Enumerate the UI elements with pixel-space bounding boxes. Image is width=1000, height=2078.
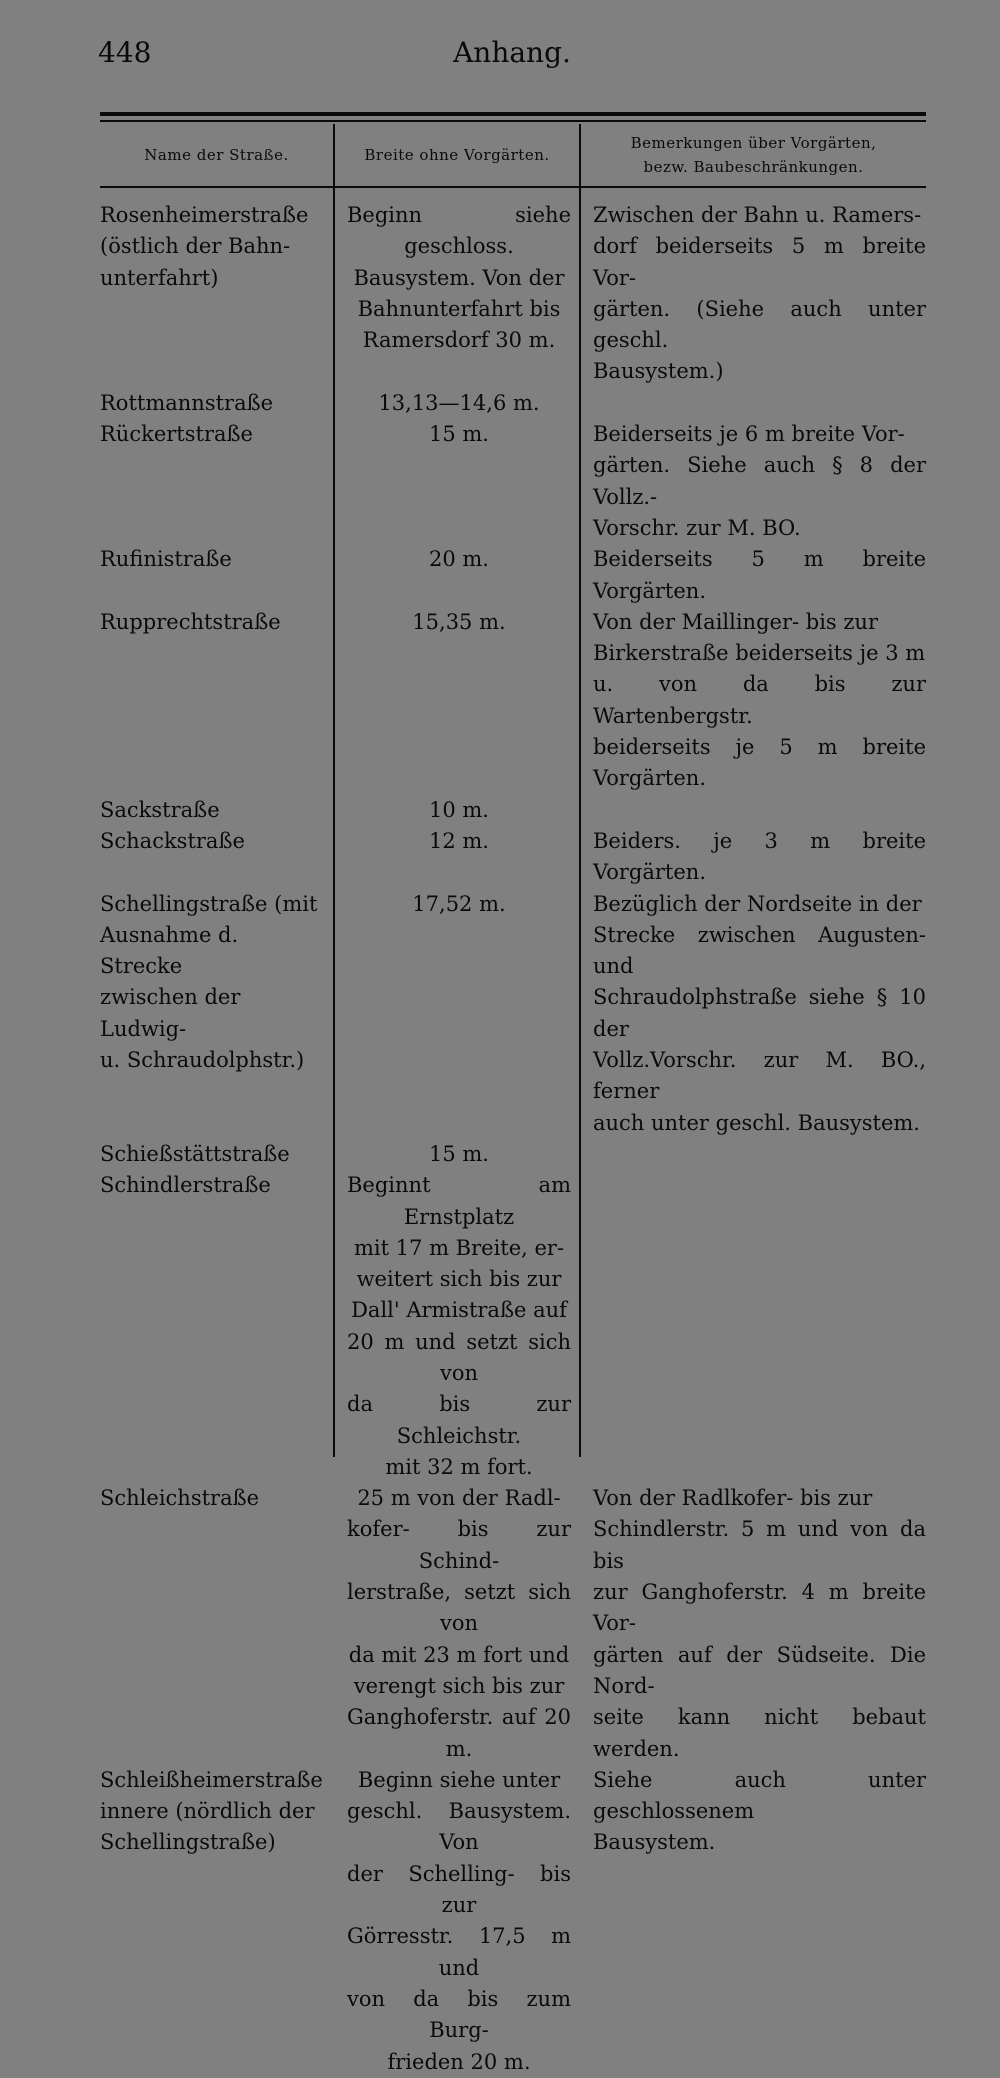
table-row: [100, 419, 926, 544]
street-notes: [581, 1139, 926, 1170]
header-bottom-rule: [100, 186, 926, 188]
street-notes: Siehe auch unter geschlossenem Bausystem.: [593, 1767, 926, 1855]
street-name: Rottmannstraße: [100, 390, 274, 415]
street-notes: [581, 1170, 926, 1483]
street-width: 25 m von der Radl- kofer- bis zur Schind- lerstraße, setzt sich von da mit 23 m fort und verengt sich bis zur Ganghoferstr. auf 20 m.: [347, 1486, 571, 1761]
street-name: Schindlerstraße: [100, 1173, 271, 1198]
table-row: [100, 826, 926, 889]
table-row: [100, 889, 926, 1139]
street-name: Rückertstraße: [100, 422, 253, 447]
page-header: [98, 36, 926, 76]
street-width: 13,13—14,6 m.: [378, 390, 540, 415]
street-name: Schleißheimerstraße innere (nördlich der Schellingstraße): [100, 1767, 323, 1855]
header-street-name: [100, 124, 333, 186]
table-row: [100, 200, 926, 388]
table-row: [100, 388, 926, 419]
street-width: 15 m.: [429, 1141, 489, 1166]
street-width: 20 m.: [429, 547, 489, 572]
header-width: [335, 124, 579, 186]
street-name: Rufinistraße: [100, 547, 232, 572]
table-row: [100, 607, 926, 795]
street-notes: Beiderseits je 6 m breite Vor- gärten. Siehe auch § 8 der Vollz.- Vorschr. zur M. BO.: [593, 422, 926, 540]
header-street-name-text: Name der Straße.: [144, 146, 289, 164]
street-notes: [581, 795, 926, 826]
street-notes: Von der Radlkofer- bis zur Schindlerstr. 5 m und von da bis zur Ganghoferstr. 4 m breite Vor- gärten auf der Südseite. Die Nord- seite kann nicht bebaut werden.: [593, 1486, 926, 1761]
table-row: [100, 795, 926, 826]
street-width: 15 m.: [429, 422, 489, 447]
table-row: [100, 1765, 926, 2078]
street-width: 17,52 m.: [412, 891, 506, 916]
header-width-text: Breite ohne Vorgärten.: [364, 146, 550, 164]
street-width: 12 m.: [429, 828, 489, 853]
street-width: Beginn siehe unter geschl. Bausystem. Von der Schelling- bis zur Görresstr. 17,5 m und von da bis zum Burg- frieden 20 m.: [347, 1767, 571, 2074]
table-row: [100, 1170, 926, 1483]
street-name: Schellingstraße (mit Ausnahme d. Strecke zwischen der Ludwig- u. Schraudolphstr.): [100, 891, 318, 1073]
street-notes: Bezüglich der Nordseite in der Strecke zwischen Augusten- und Schraudolphstraße siehe § 10 der Vollz.Vorschr. zur M. BO., ferner auch unter geschl. Bausystem.: [593, 891, 926, 1135]
street-width: Beginn siehe geschloss. Bausystem. Von der Bahnunterfahrt bis Ramersdorf 30 m.: [347, 203, 571, 353]
table-row: [100, 1139, 926, 1170]
street-width: 10 m.: [429, 797, 489, 822]
table-row: [100, 544, 926, 607]
table-body: [100, 200, 926, 2078]
page-number: 448: [98, 36, 152, 69]
street-width: 15,35 m.: [412, 609, 506, 634]
running-head: Anhang.: [453, 36, 571, 69]
street-notes: Beiders. je 3 m breite Vorgärten.: [593, 828, 926, 885]
street-name: Rosenheimerstraße (östlich der Bahn- unterfahrt): [100, 203, 309, 290]
street-notes: Von der Maillinger- bis zur Birkerstraße beiderseits je 3 m u. von da bis zur Wartenbergstr. beiderseits je 5 m breite Vorgärten.: [593, 609, 926, 791]
street-name: Schießstättstraße: [100, 1141, 290, 1166]
street-width: Beginnt am Ernstplatz mit 17 m Breite, er- weitert sich bis zur Dall' Armistraße auf 20 m und setzt sich von da bis zur Schleichstr. mit 32 m fort.: [347, 1173, 571, 1479]
top-rule-thin: [100, 120, 926, 122]
top-rule-thick: [100, 112, 926, 116]
street-name: Sackstraße: [100, 797, 220, 822]
header-notes-text: Bemerkungen über Vorgärten, bezw. Baubeschränkungen.: [630, 134, 877, 176]
street-name: Schleichstraße: [100, 1486, 260, 1511]
street-notes: [581, 388, 926, 419]
street-name: Schackstraße: [100, 828, 245, 853]
street-notes: Zwischen der Bahn u. Ramers- dorf beiderseits 5 m breite Vor- gärten. (Siehe auch unter geschl. Bausystem.): [593, 203, 926, 384]
table-row: [100, 1483, 926, 1765]
header-notes: [581, 124, 926, 186]
street-notes: Beiderseits 5 m breite Vorgärten.: [593, 547, 926, 603]
street-name: Rupprechtstraße: [100, 609, 281, 634]
